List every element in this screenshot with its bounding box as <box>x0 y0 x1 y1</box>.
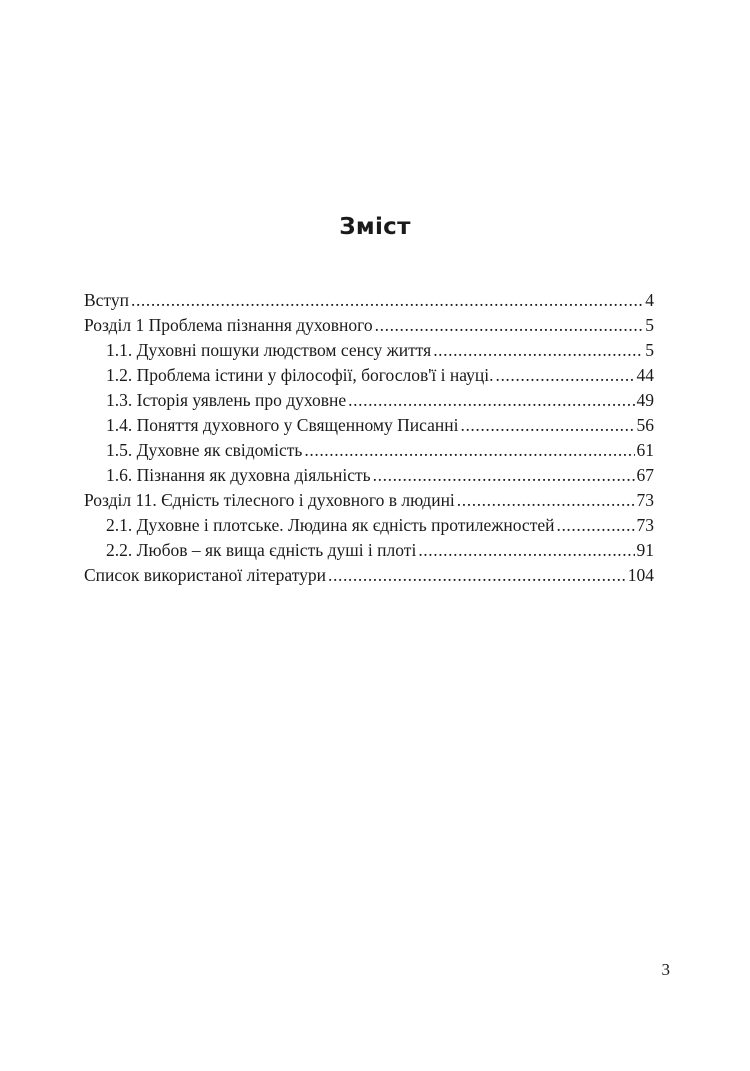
toc-entry <box>84 513 654 538</box>
toc-entry-page: 104 <box>627 565 654 585</box>
toc-entry-label: 1.6. Пізнання як духовна діяльність <box>106 465 371 485</box>
toc-entry <box>84 413 654 438</box>
dot-leader <box>348 388 634 413</box>
dot-leader <box>556 513 634 538</box>
dot-leader <box>457 488 635 513</box>
dot-leader <box>328 563 626 588</box>
toc-entry <box>84 338 654 363</box>
toc-entry-page: 73 <box>636 490 654 510</box>
toc-entry-page: 44 <box>636 365 654 385</box>
dot-leader <box>418 538 634 563</box>
toc-entry-label: 2.2. Любов – як вища єдність душі і плоті <box>106 540 417 560</box>
toc-entry-page: 49 <box>636 390 654 410</box>
toc-entry <box>84 463 654 488</box>
toc-entry-label: 1.3. Історія уявлень про духовне <box>106 390 347 410</box>
dot-leader <box>375 313 644 338</box>
toc-entry-label: 2.1. Духовне і плотське. Людина як єдність протилежностей <box>106 515 555 535</box>
toc-entry-page: 5 <box>645 340 654 360</box>
toc-entry-label: 1.2. Проблема істини у філософії, богослов'ї і науці. <box>106 365 494 385</box>
toc-entry <box>84 538 654 563</box>
table-of-contents <box>84 288 654 588</box>
toc-entry <box>84 288 654 313</box>
toc-entry-label: Розділ 1 Проблема пізнання духовного <box>84 315 373 335</box>
toc-entry <box>84 488 654 513</box>
toc-entry-page: 5 <box>645 315 654 335</box>
toc-entry <box>84 388 654 413</box>
page-number: 3 <box>661 960 670 979</box>
dot-leader <box>433 338 643 363</box>
toc-entry-label: Список використаної літератури <box>84 565 327 585</box>
toc-entry-page: 73 <box>636 515 654 535</box>
toc-entry <box>84 438 654 463</box>
dot-leader <box>495 363 634 388</box>
toc-entry <box>84 363 654 388</box>
dot-leader <box>304 438 634 463</box>
toc-entry-page: 67 <box>636 465 654 485</box>
toc-entry-page: 91 <box>636 540 654 560</box>
dot-leader <box>373 463 635 488</box>
toc-entry-page: 56 <box>636 415 654 435</box>
toc-entry-page: 61 <box>636 440 654 460</box>
page-title: Зміст <box>339 214 411 240</box>
toc-entry <box>84 313 654 338</box>
toc-entry <box>84 563 654 588</box>
toc-entry-label: Вступ <box>84 290 129 310</box>
toc-entry-label: 1.4. Поняття духовного у Священному Писанні <box>106 415 459 435</box>
dot-leader <box>460 413 634 438</box>
dot-leader <box>131 288 643 313</box>
toc-entry-label: 1.5. Духовне як свідомість <box>106 440 303 460</box>
toc-entry-page: 4 <box>645 290 654 310</box>
toc-entry-label: 1.1. Духовні пошуки людством сенсу життя <box>106 340 432 360</box>
toc-entry-label: Розділ 11. Єдність тілесного і духовного в людині <box>84 490 455 510</box>
